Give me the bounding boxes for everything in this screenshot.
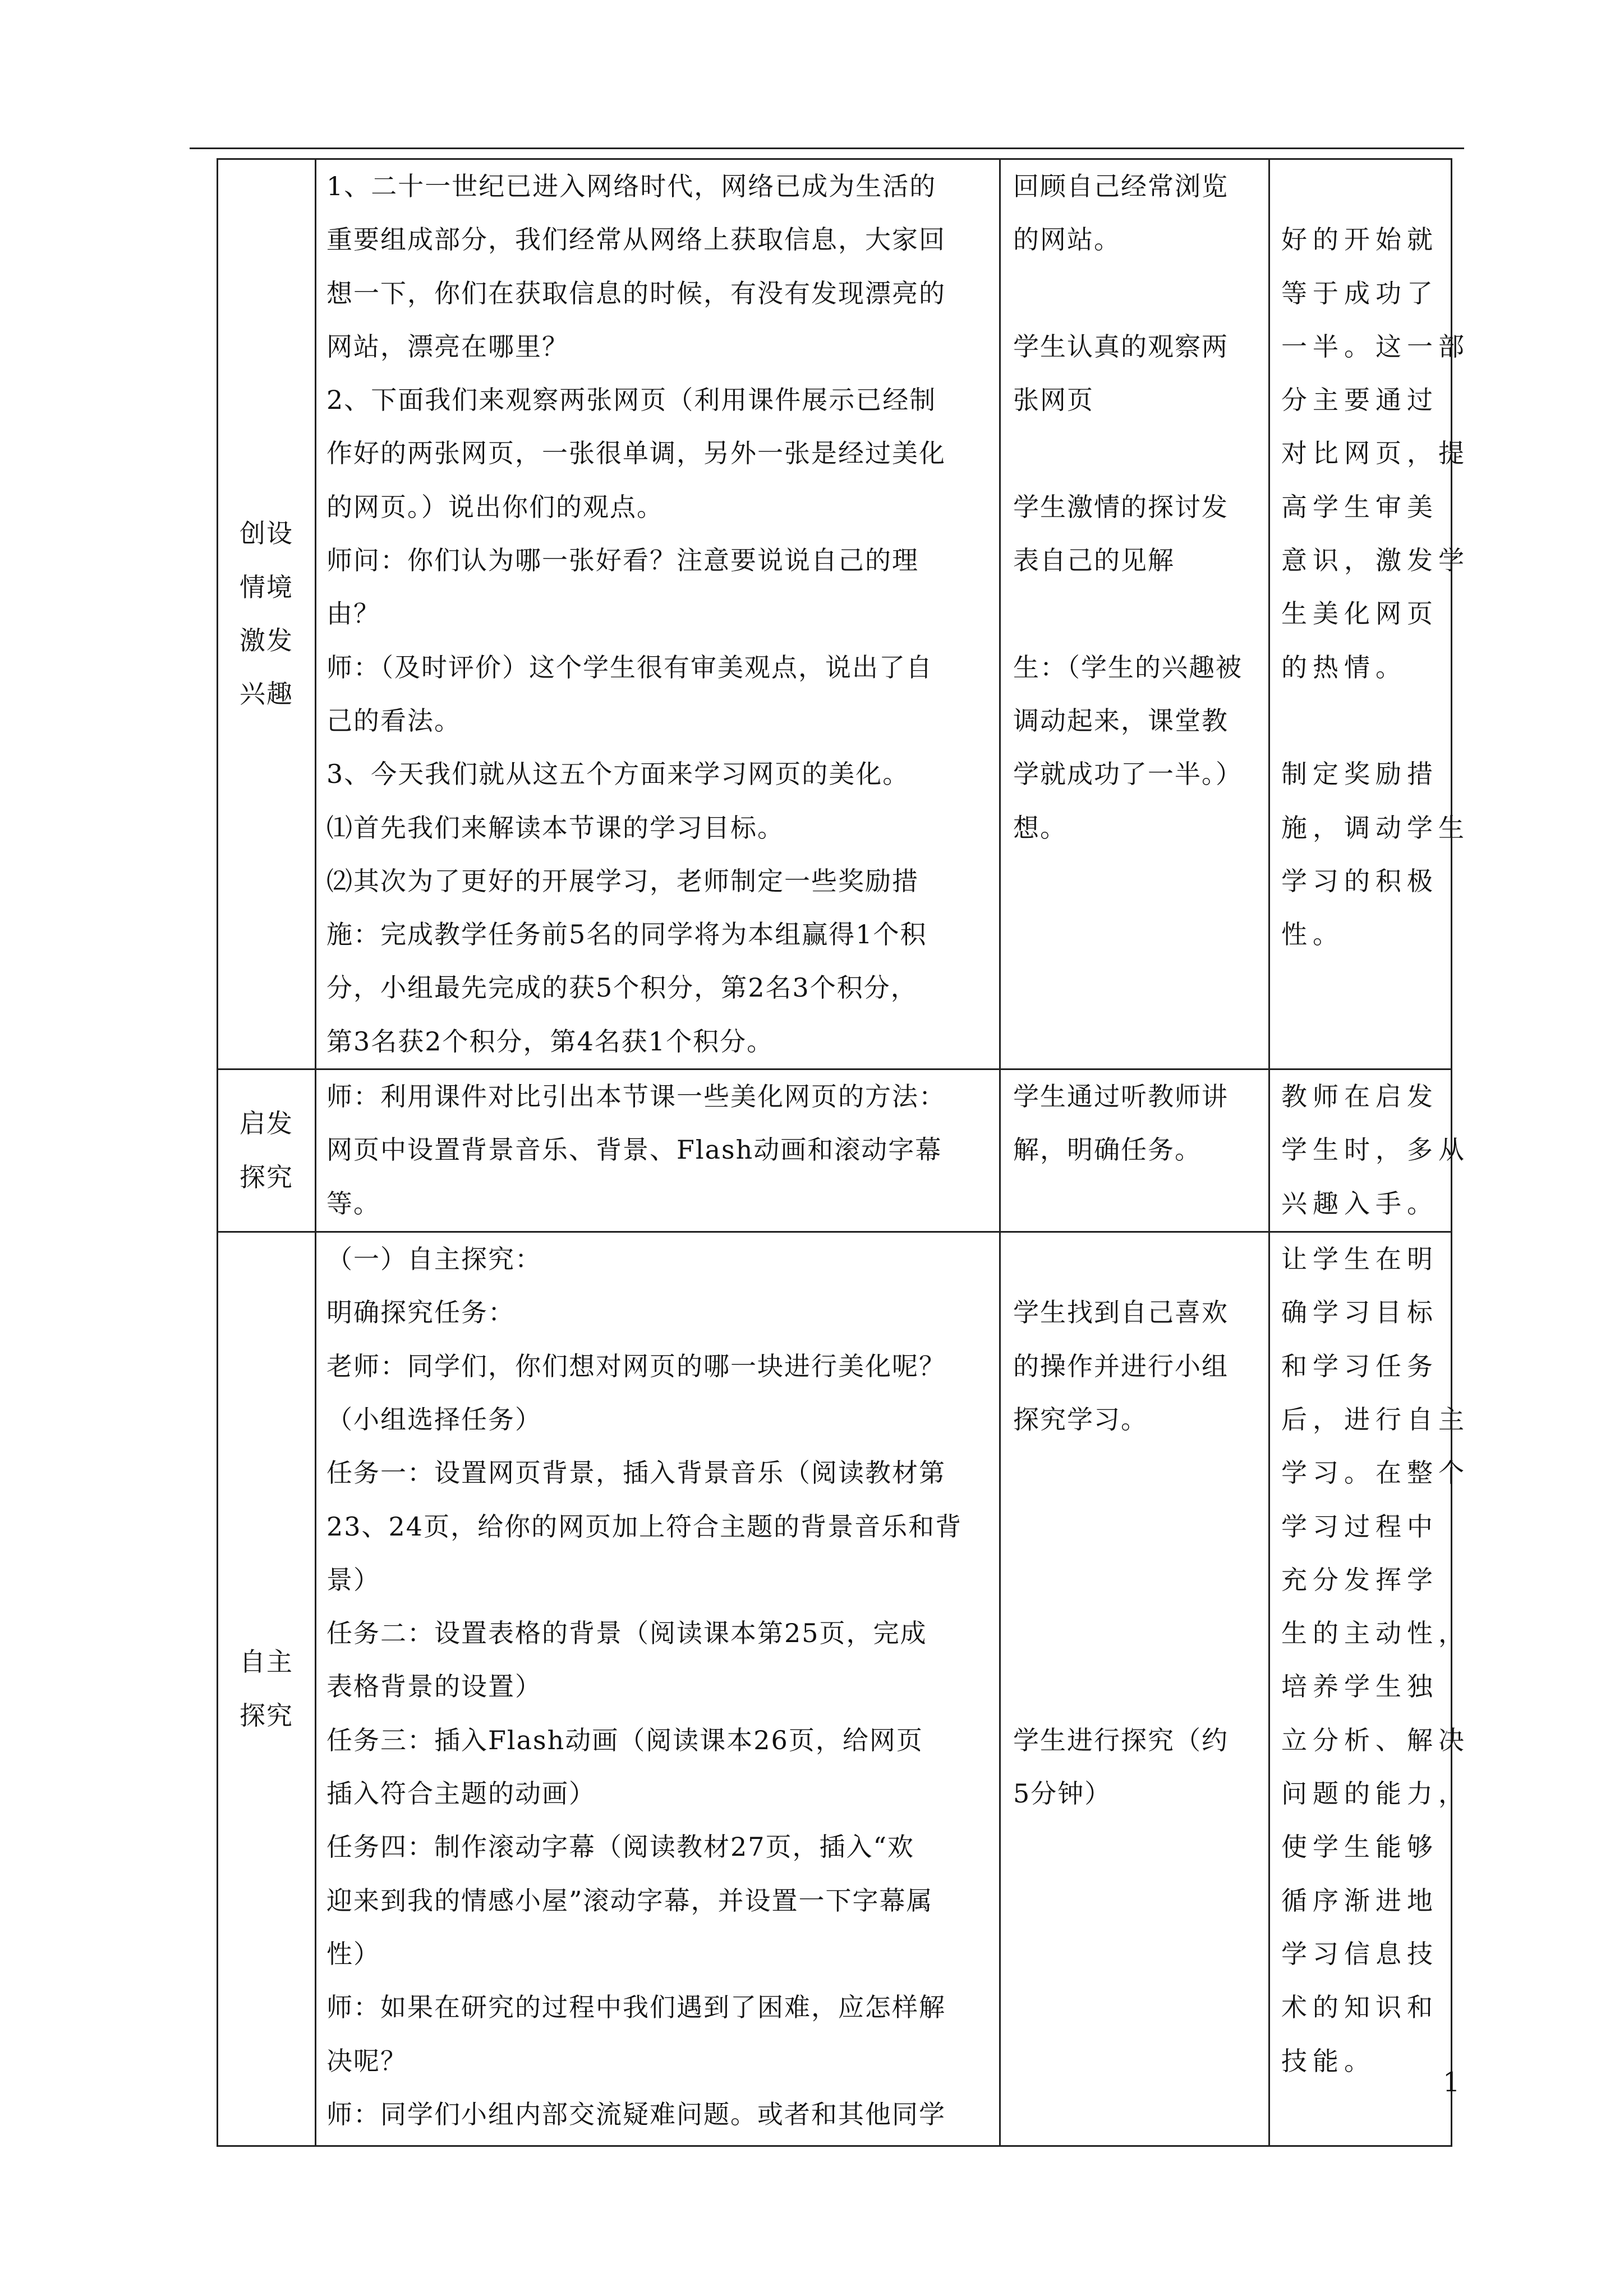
text-line: ⑵其次为了更好的开展学习，老师制定一些奖励措 bbox=[326, 865, 919, 896]
text-line: 任务二：设置表格的背景（阅读课本第25页，完成 bbox=[326, 1618, 927, 1649]
text-line: 学习。在整个 bbox=[1281, 1458, 1470, 1488]
text-line: 分，小组最先完成的获5个积分，第2名3个积分， bbox=[326, 972, 918, 1003]
text-line: 学生认真的观察两 bbox=[1013, 331, 1229, 362]
text-line: 创设 bbox=[240, 518, 293, 549]
blank-line bbox=[1013, 1553, 1256, 1607]
table-row bbox=[218, 1069, 1452, 1232]
text-line: 施：完成教学任务前5名的同学将为本组赢得1个积 bbox=[326, 919, 927, 950]
text-line: 充分发挥学 bbox=[1281, 1564, 1438, 1595]
text-line: 的网站。 bbox=[1013, 224, 1121, 255]
text-line: 重要组成部分，我们经常从网络上获取信息，大家回 bbox=[326, 224, 946, 255]
text-line: 学就成功了一半。） bbox=[1013, 759, 1243, 790]
text-line: 表自己的见解 bbox=[1013, 545, 1175, 576]
text-line: 和学习任务 bbox=[1281, 1350, 1438, 1381]
text-line: 探究 bbox=[240, 1700, 293, 1731]
text-line: 作好的两张网页，一张很单调，另外一张是经过美化 bbox=[326, 438, 946, 469]
text-line: 术的知识和 bbox=[1281, 1992, 1438, 2023]
text-line: 1、二十一世纪已进入网络时代，网络已成为生活的 bbox=[326, 171, 937, 201]
blank-line bbox=[1013, 427, 1256, 480]
text-line: 确学习目标 bbox=[1281, 1297, 1438, 1328]
blank-line bbox=[1013, 1233, 1256, 1286]
text-line: （小组选择任务） bbox=[326, 1404, 542, 1435]
text-line: 学生找到自己喜欢 bbox=[1013, 1297, 1229, 1328]
text-line: 施，调动学生 bbox=[1281, 812, 1470, 843]
text-line: 兴趣入手。 bbox=[1281, 1188, 1438, 1219]
text-line: 学生激情的探讨发 bbox=[1013, 491, 1229, 522]
text-line: 学习过程中 bbox=[1281, 1511, 1438, 1542]
text-line: （一）自主探究： bbox=[326, 1244, 542, 1275]
text-line: 的操作并进行小组 bbox=[1013, 1350, 1229, 1381]
teacher-activity-cell bbox=[316, 159, 1000, 1069]
text-line: 师：如果在研究的过程中我们遇到了困难，应怎样解 bbox=[326, 1992, 946, 2023]
text-line: 景） bbox=[326, 1564, 380, 1595]
text-line: 探究 bbox=[240, 1161, 293, 1192]
text-line: 性。 bbox=[1281, 919, 1344, 950]
text-line: 决呢？ bbox=[326, 2045, 407, 2076]
text-line: 立分析、解决 bbox=[1281, 1725, 1470, 1755]
text-line: 技能。 bbox=[1281, 2045, 1375, 2076]
teacher-activity-cell bbox=[316, 1232, 1000, 2146]
text-line: 问题的能力， bbox=[1281, 1778, 1470, 1809]
student-activity-cell bbox=[1000, 1069, 1269, 1232]
text-line: 解，明确任务。 bbox=[1013, 1135, 1202, 1165]
text-line: 3、今天我们就从这五个方面来学习网页的美化。 bbox=[326, 759, 910, 790]
text-line: 激发 bbox=[240, 625, 293, 656]
text-line: 生美化网页 bbox=[1281, 598, 1438, 629]
text-line: 分主要通过 bbox=[1281, 385, 1438, 416]
design-intent-cell bbox=[1269, 159, 1470, 1069]
text-line: 师：同学们小组内部交流疑难问题。或者和其他同学 bbox=[326, 2099, 946, 2129]
table-row bbox=[218, 1232, 1452, 2146]
text-line: 第3名获2个积分，第4名获1个积分。 bbox=[326, 1026, 774, 1057]
text-line: 情境 bbox=[240, 571, 293, 602]
blank-line bbox=[1281, 160, 1439, 213]
text-line: 培养学生独 bbox=[1281, 1671, 1438, 1702]
text-line: 5分钟） bbox=[1013, 1778, 1112, 1809]
text-line: 兴趣 bbox=[240, 679, 293, 709]
header-rule bbox=[190, 147, 1464, 149]
text-line: 2、下面我们来观察两张网页（利用课件展示已经制 bbox=[326, 385, 937, 416]
text-line: 张网页 bbox=[1013, 385, 1094, 416]
section-cell bbox=[218, 1069, 316, 1232]
text-line: 插入符合主题的动画） bbox=[326, 1778, 596, 1809]
blank-line bbox=[1013, 1500, 1256, 1553]
text-line: 教师在启发 bbox=[1281, 1081, 1438, 1112]
text-line: 由？ bbox=[326, 598, 380, 629]
text-line: 的网页。）说出你们的观点。 bbox=[326, 491, 664, 522]
blank-line bbox=[1013, 1607, 1256, 1660]
text-line: 生：（学生的兴趣被 bbox=[1013, 652, 1243, 683]
text-line: 师：（及时评价）这个学生很有审美观点，说出了自 bbox=[326, 652, 933, 683]
text-line: 任务四：制作滚动字幕（阅读教材27页，插入“欢 bbox=[326, 1832, 915, 1862]
design-intent-cell bbox=[1269, 1232, 1470, 2146]
text-line: 制定奖励措 bbox=[1281, 759, 1438, 790]
text-line: 好的开始就 bbox=[1281, 224, 1438, 255]
text-line: 师问：你们认为哪一张好看？注意要说说自己的理 bbox=[326, 545, 919, 576]
text-line: 生的主动性， bbox=[1281, 1618, 1470, 1649]
text-line: 想一下，你们在获取信息的时候，有没有发现漂亮的 bbox=[326, 278, 946, 308]
text-line: 学习的积极 bbox=[1281, 865, 1438, 896]
blank-line bbox=[1013, 267, 1256, 320]
text-line: 己的看法。 bbox=[326, 705, 461, 736]
text-line: 学生时，多从 bbox=[1281, 1135, 1470, 1165]
text-line: 老师：同学们，你们想对网页的哪一块进行美化呢？ bbox=[326, 1350, 946, 1381]
text-line: 23、24页，给你的网页加上符合主题的背景音乐和背 bbox=[326, 1511, 963, 1542]
blank-line bbox=[1281, 694, 1439, 748]
text-line: 对比网页，提 bbox=[1281, 438, 1470, 469]
text-line: 迎来到我的情感小屋”滚动字幕，并设置一下字幕属 bbox=[326, 1885, 933, 1916]
text-line: 探究学习。 bbox=[1013, 1404, 1148, 1435]
text-line: 使学生能够 bbox=[1281, 1832, 1438, 1862]
text-line: 回顾自己经常浏览 bbox=[1013, 171, 1229, 201]
text-line: 启发 bbox=[240, 1108, 293, 1139]
text-line: 让学生在明 bbox=[1281, 1244, 1438, 1275]
text-line: 调动起来，课堂教 bbox=[1013, 705, 1229, 736]
text-line: 网页中设置背景音乐、背景、Flash动画和滚动字幕 bbox=[326, 1135, 942, 1165]
teacher-activity-cell bbox=[316, 1069, 1000, 1232]
text-line: 等。 bbox=[326, 1188, 380, 1219]
text-line: 后，进行自主 bbox=[1281, 1404, 1470, 1435]
student-activity-cell bbox=[1000, 1232, 1269, 2146]
text-line: 自主 bbox=[240, 1647, 293, 1677]
text-line: 想。 bbox=[1013, 812, 1067, 843]
blank-line bbox=[1013, 1660, 1256, 1713]
text-line: 明确探究任务： bbox=[326, 1297, 515, 1328]
text-line: 表格背景的设置） bbox=[326, 1671, 542, 1702]
page-number: 1 bbox=[1443, 2067, 1460, 2098]
text-line: 学生进行探究（约 bbox=[1013, 1725, 1229, 1755]
text-line: 学生通过听教师讲 bbox=[1013, 1081, 1229, 1112]
blank-line bbox=[1013, 1446, 1256, 1500]
lesson-plan-table bbox=[217, 158, 1470, 2147]
text-line: 意识，激发学 bbox=[1281, 545, 1470, 576]
design-intent-cell bbox=[1269, 1069, 1470, 1232]
text-line: 高学生审美 bbox=[1281, 491, 1438, 522]
text-line: 网站，漂亮在哪里？ bbox=[326, 331, 569, 362]
text-line: 师：利用课件对比引出本节课一些美化网页的方法： bbox=[326, 1081, 946, 1112]
text-line: 等于成功了 bbox=[1281, 278, 1438, 308]
text-line: 任务三：插入Flash动画（阅读课本26页，给网页 bbox=[326, 1725, 923, 1755]
text-line: 循序渐进地 bbox=[1281, 1885, 1438, 1916]
blank-line bbox=[1013, 587, 1256, 640]
text-line: 任务一：设置网页背景，插入背景音乐（阅读教材第 bbox=[326, 1458, 946, 1488]
text-line: 一半。这一部 bbox=[1281, 331, 1470, 362]
text-line: ⑴首先我们来解读本节课的学习目标。 bbox=[326, 812, 784, 843]
text-line: 的热情。 bbox=[1281, 652, 1407, 683]
text-line: 学习信息技 bbox=[1281, 1938, 1438, 1969]
text-line: 性） bbox=[326, 1938, 380, 1969]
student-activity-cell bbox=[1000, 159, 1269, 1069]
section-cell bbox=[218, 159, 316, 1069]
section-cell bbox=[218, 1232, 316, 2146]
table-row bbox=[218, 159, 1452, 1069]
